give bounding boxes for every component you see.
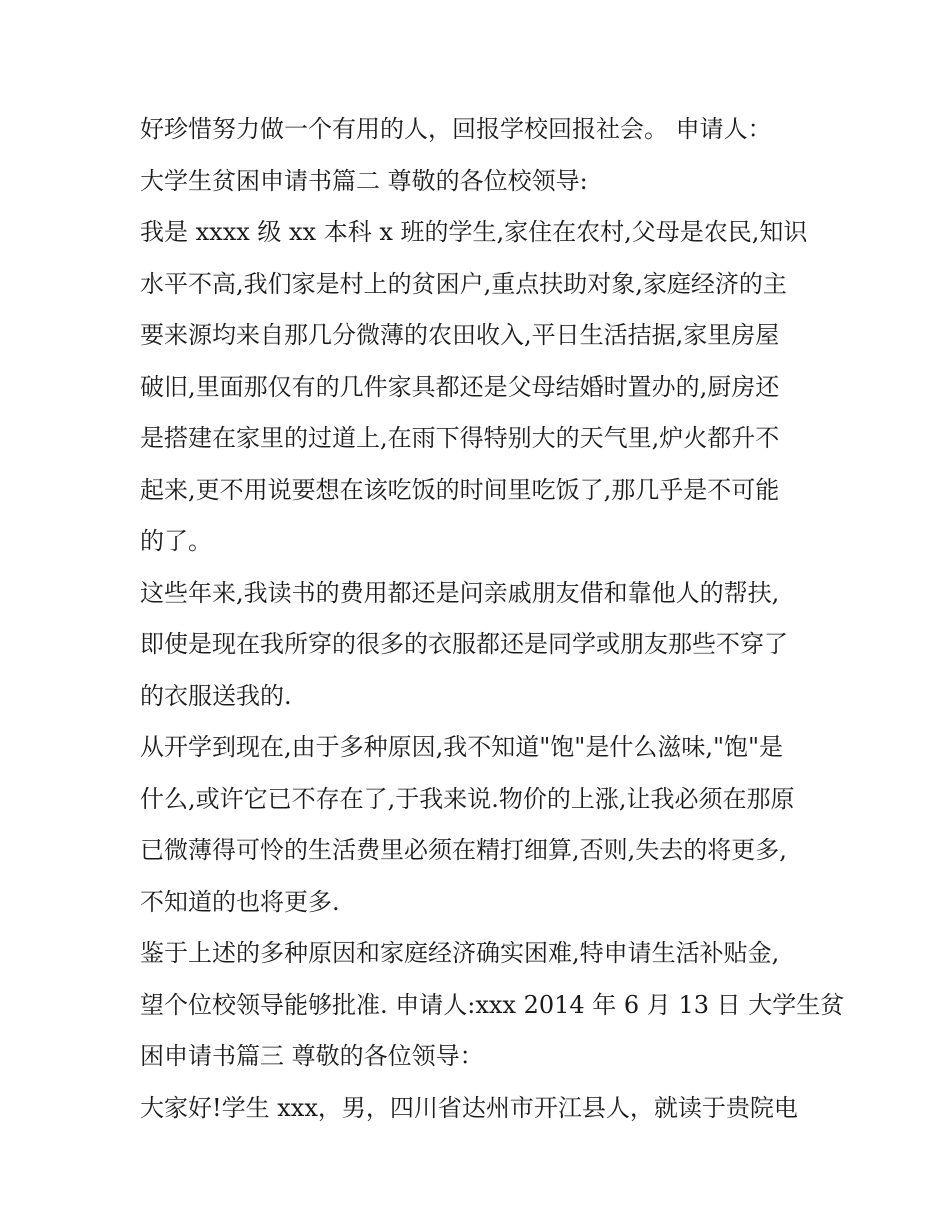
text-line: 已微薄得可怜的生活费里必须在精打细算,否则,失去的将更多, [140,836,787,864]
text-line: 破旧,里面那仅有的几件家具都还是父母结婚时置办的,厨房还 [140,372,780,401]
text-line: 大家好!学生 xxx，男，四川省达州市开江县人，就读于贵院电 [140,1093,798,1122]
text-line: 这些年来,我读书的费用都还是问亲戚朋友借和靠他人的帮扶, [140,578,780,607]
text-line: 从开学到现在,由于多种原因,我不知道"饱"是什么滋味,"饱"是 [140,733,784,761]
text-line: 我是 xxxx 级 xx 本科 x 班的学生,家住在农村,父母是农民,知识 [140,218,808,246]
text-line: 是搭建在家里的过道上,在雨下得特别大的天气里,炉火都升不 [140,424,780,452]
text-line: 不知道的也将更多. [140,887,340,916]
text-line: 大学生贫困申请书篇二 尊敬的各位校领导: [140,166,588,195]
text-line: 的衣服送我的. [140,681,292,710]
text-line: 水平不高,我们家是村上的贫困户,重点扶助对象,家庭经济的主 [140,269,787,298]
text-line: 困申请书篇三 尊敬的各位领导： [140,1042,484,1070]
text-line: 鉴于上述的多种原因和家庭经济确实困难,特申请生活补贴金, [140,939,780,967]
text-line: 要来源均来自那几分微薄的农田收入,平日生活拮据,家里房屋 [140,321,780,349]
text-line: 即使是现在我所穿的很多的衣服都还是同学或朋友那些不穿了 [140,630,788,658]
text-line: 的了。 [140,527,212,555]
text-line: 什么,或许它已不存在了,于我来说.物价的上涨,让我必须在那原 [140,784,795,813]
text-line: 起来,更不用说要想在该吃饭的时间里吃饭了,那几乎是不可能 [140,475,780,504]
document-body [140,104,845,1134]
text-line: 望个位校领导能够批准. 申请人:xxx 2014 年 6 月 13 日 大学生贫 [140,990,845,1019]
text-line: 好珍惜努力做一个有用的人，回报学校回报社会。 申请人： [140,115,772,143]
